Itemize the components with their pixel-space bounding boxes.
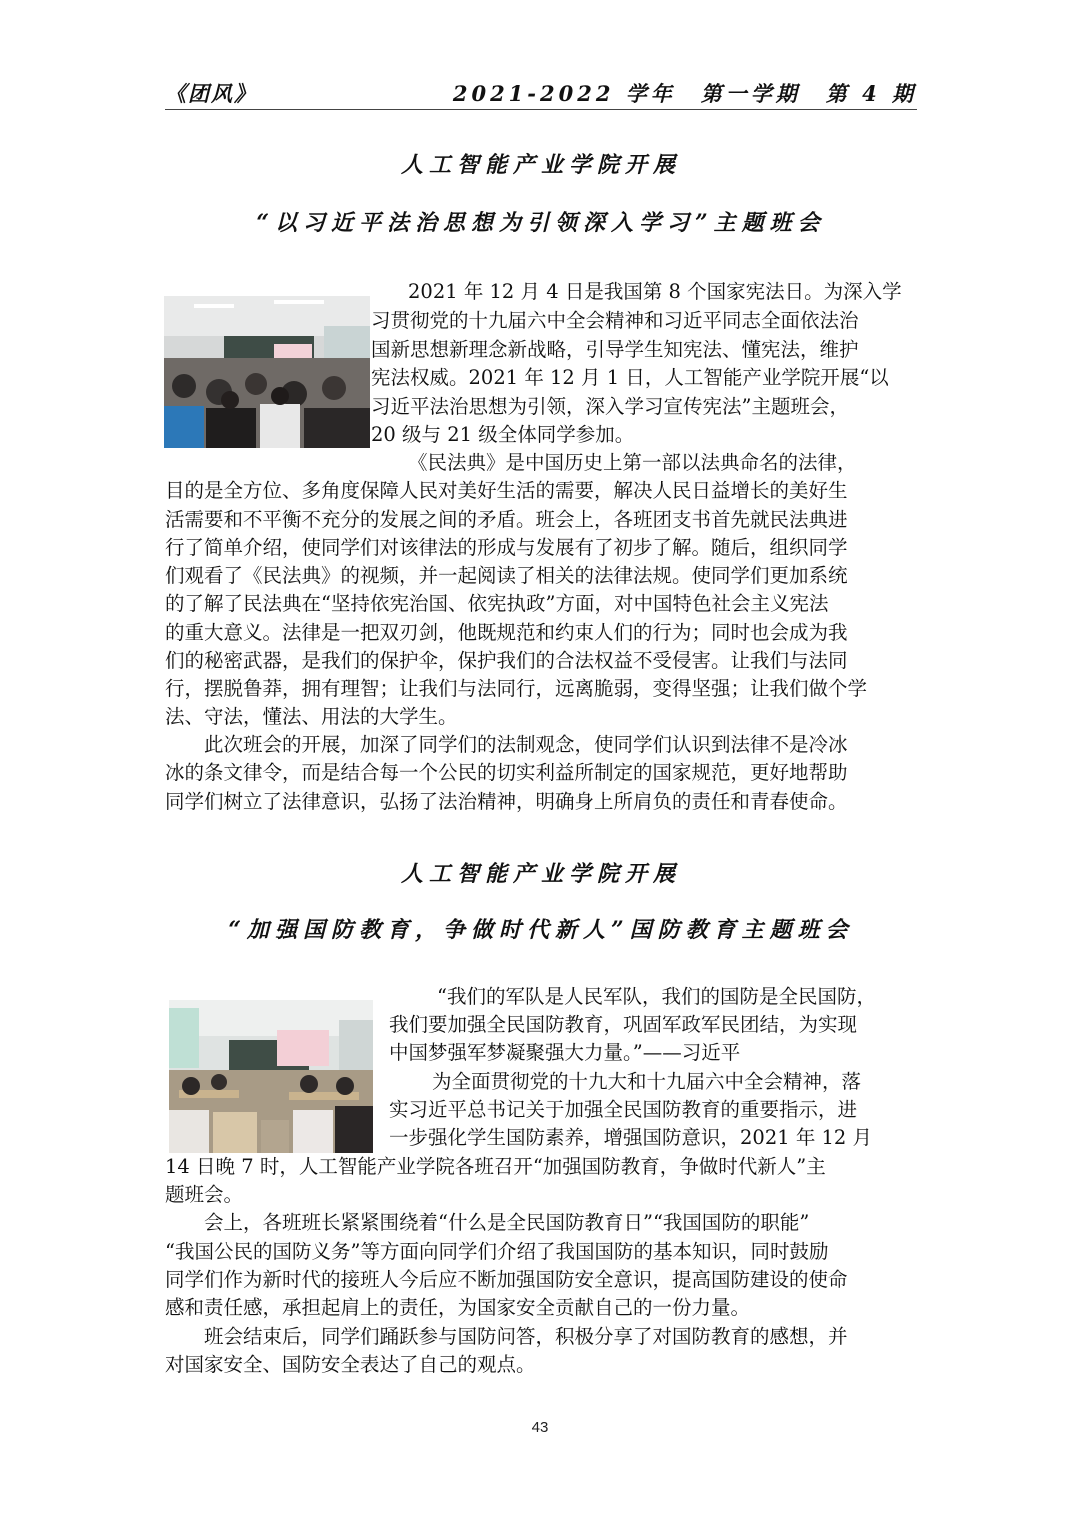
article1-line: 的重大意义。法律是一把双刃剑，他既规范和约束人们的行为；同时也会成为我 [165,621,848,644]
article2-line: “我国公民的国防义务”等方面向同学们介绍了我国国防的基本知识，同时鼓励 [165,1240,829,1263]
page-number: 43 [531,1419,549,1436]
page-header [165,74,917,112]
article2-line: 同学们作为新时代的接班人今后应不断加强国防安全意识，提高国防建设的使命 [165,1268,848,1291]
article2-line: 会上，各班班长紧紧围绕着“什么是全民国防教育日”“我国国防的职能” [204,1211,810,1234]
article2-line: “我们的军队是人民军队，我们的国防是全民国防， [437,985,876,1008]
article1-line: 此次班会的开展，加深了同学们的法制观念，使同学们认识到法律不是冷冰 [204,733,848,756]
article2-line: 实习近平总书记关于加强全民国防教育的重要指示，进 [389,1098,858,1121]
article1-line: 们观看了《民法典》的视频，并一起阅读了相关的法律法规。使同学们更加系统 [165,564,848,587]
header-rule [165,109,917,110]
article1-line: 的了解了民法典在“坚持依宪治国、依宪执政”方面，对中国特色社会主义宪法 [165,592,829,615]
article1-title-line1: 人工智能产业学院开展 [400,152,681,178]
article1-line: 《民法典》是中国历史上第一部以法典命名的法律， [408,451,857,474]
article2-line: 中国梦强军梦凝聚强大力量。”——习近平 [389,1041,741,1064]
article2-line: 我们要加强全民国防教育，巩固军政军民团结，为实现 [389,1013,858,1036]
article2-line: 班会结束后，同学们踊跃参与国防问答，积极分享了对国防教育的感想，并 [204,1325,848,1348]
issue-info: 2021-2022 学年 第一学期 第 4 期 [452,81,917,106]
article1-line: 2021 年 12 月 4 日是我国第 8 个国家宪法日。为深入学 [408,280,902,303]
article1-line: 宪法权威。2021 年 12 月 1 日，人工智能产业学院开展“以 [371,366,889,389]
article2-title-line2: “加强国防教育，争做时代新人”国防教育主题班会 [228,917,854,943]
journal-name: 《团风》 [165,81,257,106]
article1-line: 法、守法，懂法、用法的大学生。 [165,705,458,728]
article1-line: 行，摆脱鲁莽，拥有理智；让我们与法同行，远离脆弱，变得坚强；让我们做个学 [165,677,868,700]
classroom-photo-2 [169,1000,373,1153]
article1-line: 行了简单介绍，使同学们对该律法的形成与发展有了初步了解。随后，组织同学 [165,536,848,559]
article2-line: 14 日晚 7 时，人工智能产业学院各班召开“加强国防教育，争做时代新人”主 [165,1155,826,1178]
article1-line: 国新思想新理念新战略，引导学生知宪法、懂宪法，维护 [371,338,859,361]
article2-line: 对国家安全、国防安全表达了自己的观点。 [165,1353,536,1376]
article2-line: 一步强化学生国防素养，增强国防意识，2021 年 12 月 [389,1126,873,1149]
article1-line: 习贯彻党的十九届六中全会精神和习近平同志全面依法治 [371,309,859,332]
article1-line: 活需要和不平衡不充分的发展之间的矛盾。班会上，各班团支书首先就民法典进 [165,508,848,531]
article1-line: 同学们树立了法律意识，弘扬了法治精神，明确身上所肩负的责任和青春使命。 [165,790,848,813]
article1-title-line2: “以习近平法治思想为引领深入学习”主题班会 [256,210,826,236]
article1-line: 目的是全方位、多角度保障人民对美好生活的需要，解决人民日益增长的美好生 [165,479,848,502]
article1-line: 们的秘密武器，是我们的保护伞，保护我们的合法权益不受侵害。让我们与法同 [165,649,848,672]
article1-line: 20 级与 21 级全体同学参加。 [371,423,635,446]
article1-line: 习近平法治思想为引领，深入学习宣传宪法”主题班会， [371,395,849,418]
classroom-photo-1 [164,296,370,448]
article2-line: 为全面贯彻党的十九大和十九届六中全会精神，落 [432,1070,862,1093]
article1-line: 冰的条文律令，而是结合每一个公民的切实利益所制定的国家规范，更好地帮助 [165,761,848,784]
article2-line: 题班会。 [165,1183,244,1206]
article2-line: 感和责任感，承担起肩上的责任，为国家安全贡献自己的一份力量。 [165,1296,751,1319]
article2-title-line1: 人工智能产业学院开展 [400,861,681,887]
